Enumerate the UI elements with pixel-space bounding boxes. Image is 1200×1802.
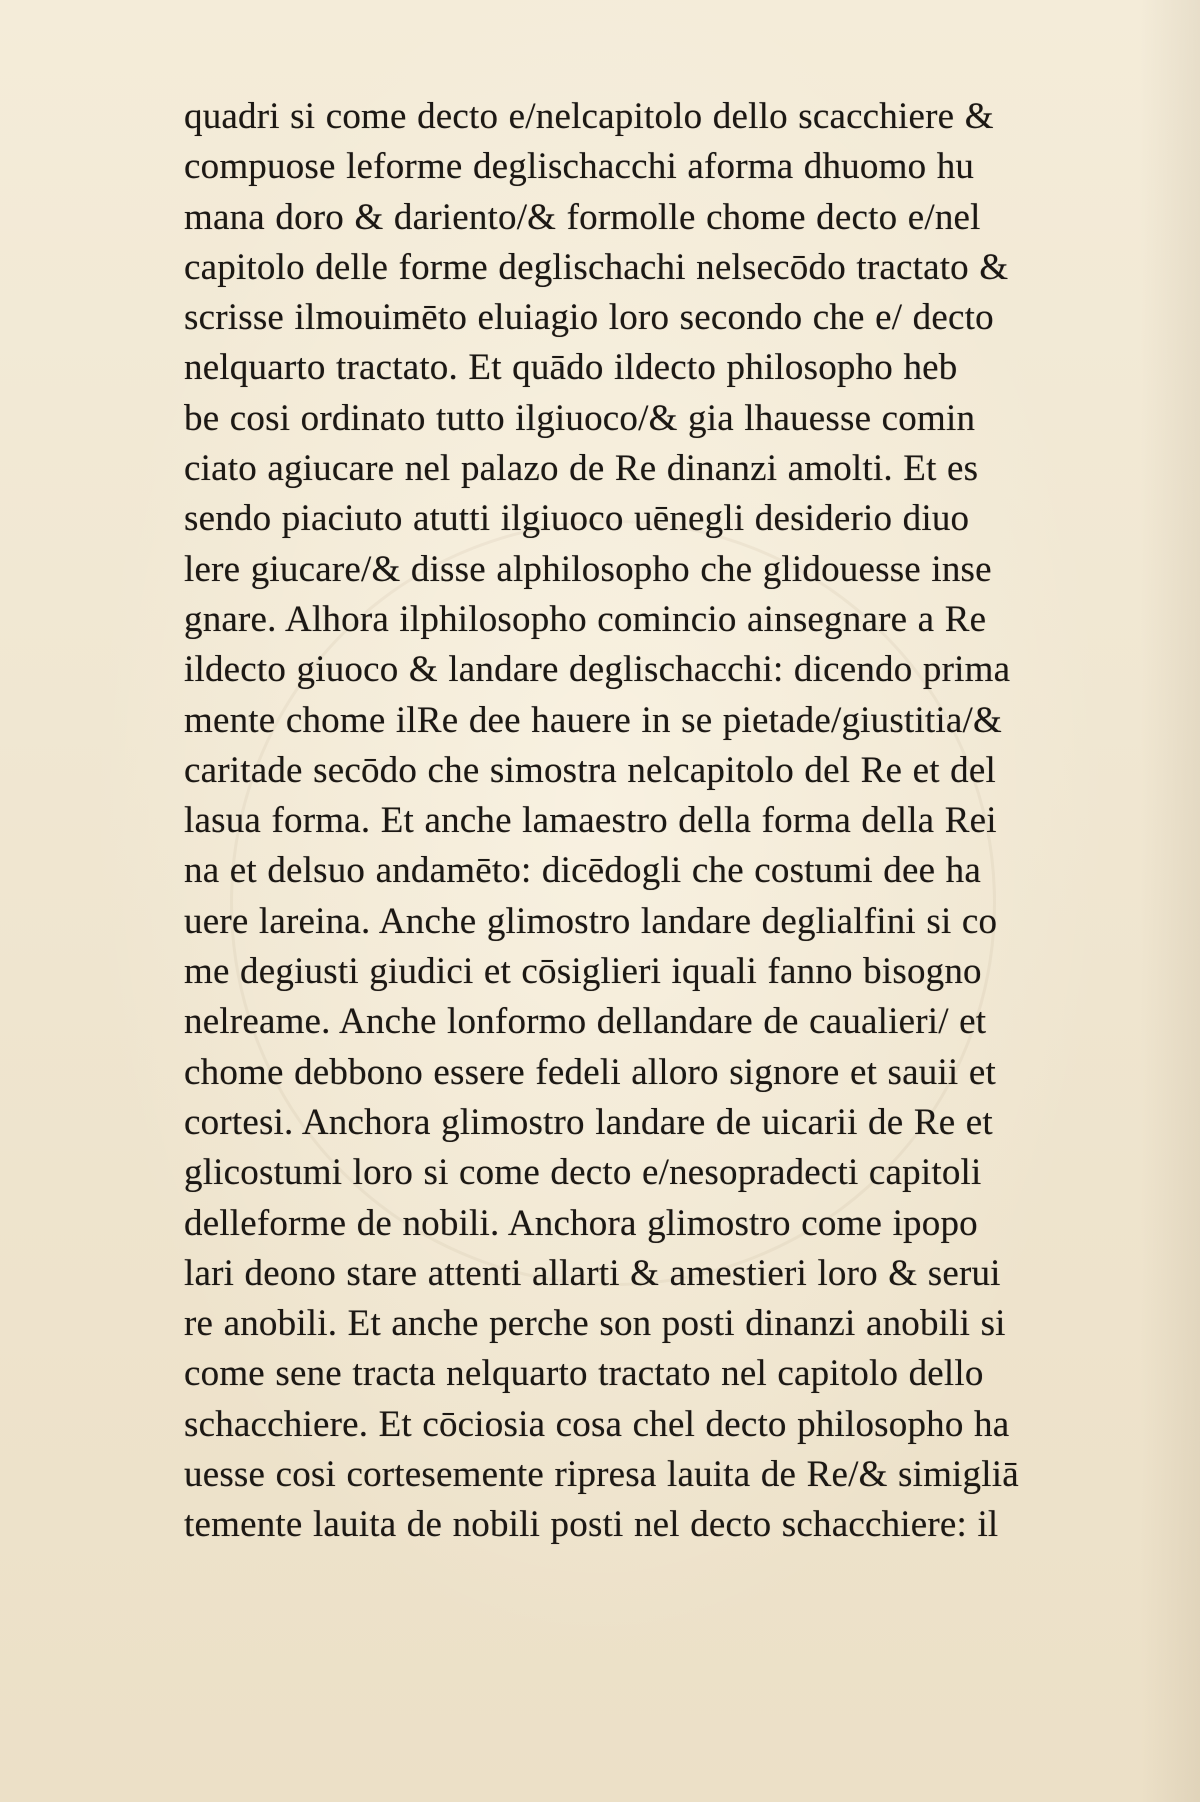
text-line: uere lareina. Anche glimostro landare deglialfini si co [184,900,998,942]
text-line: mente chome ilRe dee hauere in se pietade/giustitia/& [184,699,1002,741]
text-line: schacchiere. Et cōciosia cosa chel decto philosopho ha [184,1403,1010,1445]
text-line: mana doro & dariento/& formolle chome decto e/nel [184,196,981,238]
text-line: caritade secōdo che simostra nelcapitolo del Re et del [184,749,996,791]
text-line: gnare. Alhora ilphilosopho comincio ainsegnare a Re [184,598,987,640]
page-edge-shadow [1140,0,1200,1802]
text-line: compuose leforme deglischacchi aforma dhuomo hu [184,146,975,188]
text-line: capitolo delle forme deglischachi nelsecōdo tractato & [184,246,1009,288]
text-line: scrisse ilmouimēto eluiagio loro secondo che e/ decto [184,297,994,339]
text-line: na et delsuo andamēto: dicēdogli che costumi dee ha [184,850,981,892]
text-line: temente lauita de nobili posti nel decto schacchiere: il [184,1504,999,1546]
text-line: be cosi ordinato tutto ilgiuoco/& gia lhauesse comin [184,397,976,439]
text-line: lere giucare/& disse alphilosopho che glidouesse inse [184,548,992,590]
text-line: lari deono stare attenti allarti & amestieri loro & serui [184,1252,1001,1294]
text-line: ciato agiucare nel palazo de Re dinanzi amolti. Et es [184,448,979,490]
text-line: re anobili. Et anche perche son posti dinanzi anobili si [184,1303,1006,1345]
text-line: delleforme de nobili. Anchora glimostro come ipopo [184,1202,978,1244]
text-line: nelquarto tractato. Et quādo ildecto philosopho heb [184,347,958,389]
text-line: glicostumi loro si come decto e/nesopradecti capitoli [184,1152,982,1194]
text-line: nelreame. Anche lonformo dellandare de caualieri/ et [184,1001,987,1043]
text-block [184,92,1084,1551]
text-line: come sene tracta nelquarto tractato nel capitolo dello [184,1353,984,1395]
text-line: sendo piaciuto atutti ilgiuoco uēnegli desiderio diuo [184,498,970,540]
text-line: cortesi. Anchora glimostro landare de uicarii de Re et [184,1101,993,1143]
text-line: lasua forma. Et anche lamaestro della forma della Rei [184,800,997,842]
text-line: chome debbono essere fedeli alloro signore et sauii et [184,1051,996,1093]
text-line: ildecto giuoco & landare deglischacchi: dicendo prima [184,649,1011,691]
text-line: quadri si come decto e/nelcapitolo dello scacchiere & [184,96,994,137]
text-line: uesse cosi cortesemente ripresa lauita de Re/& simigliā [184,1454,1019,1496]
text-line: me degiusti giudici et cōsiglieri iquali fanno bisogno [184,951,982,993]
